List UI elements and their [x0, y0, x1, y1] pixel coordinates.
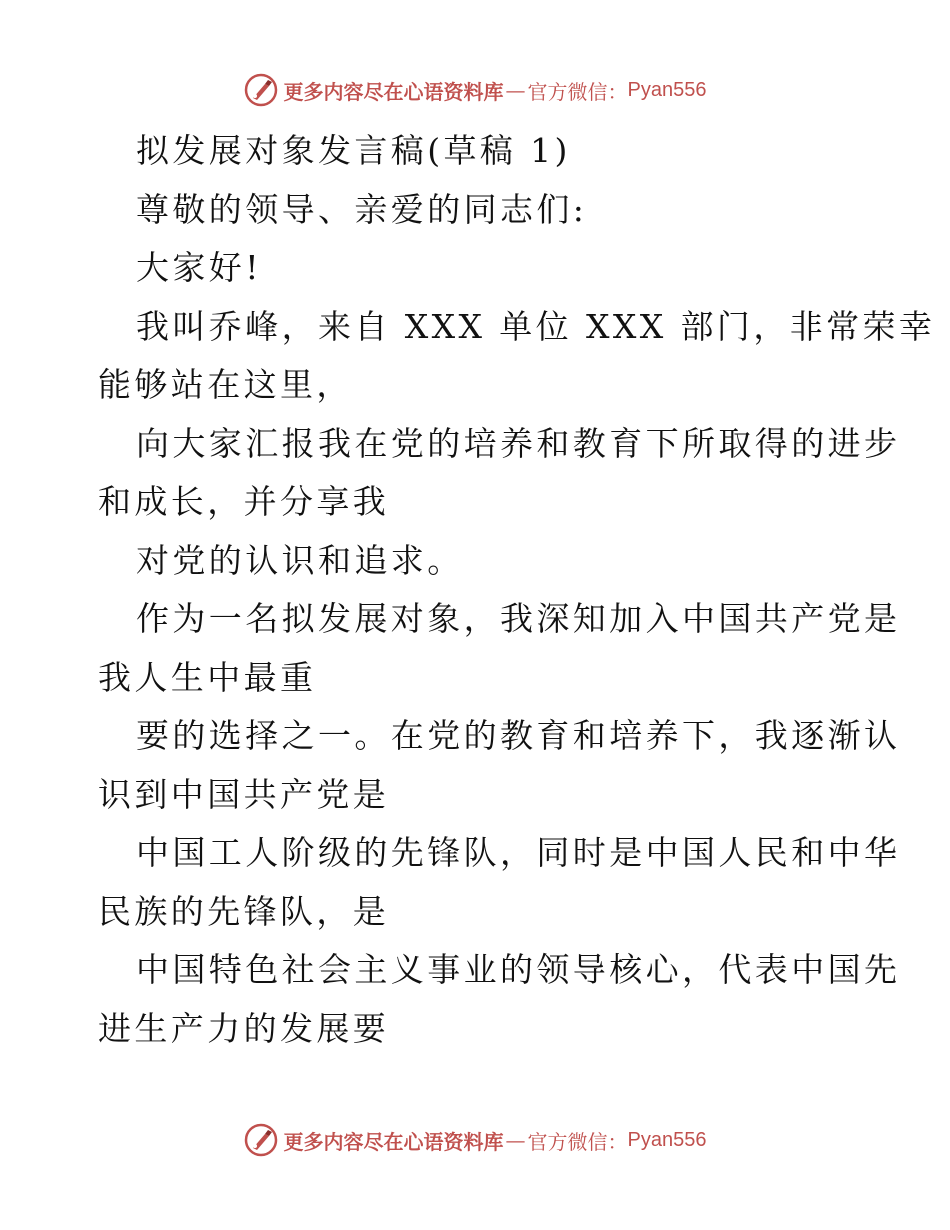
pen-logo-icon — [244, 73, 278, 107]
watermark-wechat-label: 官方微信： — [527, 79, 628, 104]
footer-watermark — [0, 1120, 950, 1160]
document-body — [98, 122, 936, 1058]
doc-line: 向大家汇报我在党的培养和教育下所取得的进步 — [136, 423, 901, 463]
watermark-wechat-id: Pyan556 — [627, 78, 707, 101]
doc-line: 能够站在这里， — [98, 365, 353, 404]
doc-line: 民族的先锋队，是 — [98, 891, 390, 931]
doc-line: 和成长，并分享我 — [98, 482, 390, 521]
doc-line: 尊敬的领导、亲爱的同志们: — [136, 189, 588, 229]
doc-line: 我人生中最重 — [98, 657, 317, 697]
doc-line: 中国特色社会主义事业的领导核心，代表中国先 — [136, 950, 901, 989]
watermark-text: 更多内容尽在心语资料库 — [283, 79, 504, 104]
pen-logo-icon — [244, 1123, 278, 1157]
doc-line: 对党的认识和追求。 — [136, 540, 464, 580]
doc-line: 进生产力的发展要 — [98, 1008, 390, 1048]
watermark-text: 更多内容尽在心语资料库 — [283, 1129, 504, 1154]
watermark-wechat-label: 官方微信： — [527, 1129, 628, 1154]
doc-line: 我叫乔峰，来自 XXX 单位 XXX 部门，非常荣幸 — [136, 306, 936, 346]
doc-line: 拟发展对象发言稿(草稿 1) — [136, 131, 571, 170]
watermark-dash: — — [505, 78, 526, 102]
doc-line: 大家好! — [136, 248, 262, 287]
doc-line: 要的选择之一。在党的教育和培养下，我逐渐认 — [136, 716, 901, 755]
doc-line: 作为一名拟发展对象，我深知加入中国共产党是 — [136, 599, 901, 638]
watermark-dash: — — [505, 1128, 526, 1152]
header-watermark — [0, 70, 950, 110]
doc-line: 中国工人阶级的先锋队，同时是中国人民和中华 — [136, 833, 901, 872]
watermark-wechat-id: Pyan556 — [627, 1128, 707, 1151]
doc-line: 识到中国共产党是 — [98, 774, 390, 814]
